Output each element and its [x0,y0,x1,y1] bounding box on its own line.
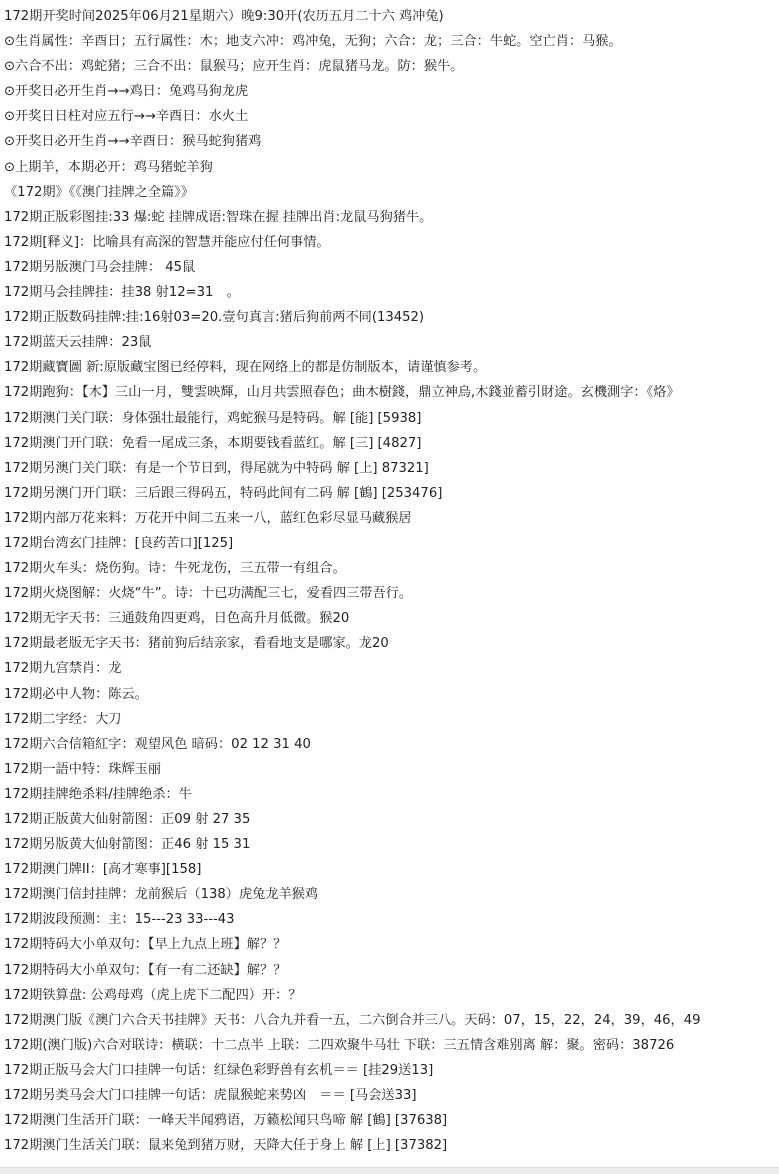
draw-time-line: 172期开奖时间2025年06月21星期六）晚9:30开(农历五月二十六 鸡冲兔) [4,9,444,24]
band-forecast-line: 172期波段预测：主：15---23 33---43 [4,912,235,928]
flower-material-line: 172期内部万花来料：万花开中间二五来一八，蓝红色彩尽显马藏猴居 [4,510,412,526]
xinyou-day-zodiac-line: ⊙开奖日必开生肖→→辛酉日：猴马蛇狗猪鸡 [4,134,262,150]
jockey-club-board-line: 172期马会挂牌挂：挂38 射12=31 。 [4,285,240,301]
treasure-map-line: 172期藏寶圖 新:原版藏宝图已经停料，现在网络上的都是仿制版本，请谨慎参考。 [4,360,487,376]
opening-couplet-line: 172期澳门开门联：免看一尾成三条，本期要钱看蓝红。解 [三] [4827] [4,435,422,451]
character-line: 172期必中人物：陈云。 [4,686,148,702]
envelope-board-line: 172期澳门信封挂牌：龙前猴后（138）虎兔龙羊猴鸡 [4,887,319,903]
mailbox-line: 172期六合信箱紅字：观望风色 暗码：02 12 31 40 [4,736,311,752]
heaven-book-line: 172期澳门版《澳门六合天书挂牌》天书：八合九并看一五，二六倒合并三八。天码：07，15，22，24，39，46，49 [4,1012,701,1028]
life-opening-couplet-line: 172期澳门生活开门联：一峰天半闻鸦语，万籁松闻只鸟啼 解 [鶴] [37638] [4,1113,448,1129]
size-parity-line-1: 172期特码大小单双句：【早上九点上班】解？？ [4,937,287,953]
interpretation-line: 172期[释义]：比喻具有高深的智慧并能应付任何事情。 [4,234,330,250]
running-dog-line: 172期跑狗：【木】三山一月，雙雲映輝，山月共雲照春色；曲木樹錢，鼎立神烏,木錢並蓄引財途。玄機測字：《烙》 [4,385,680,401]
oldest-wordless-book-line: 172期最老版无字天书：猪前狗后结亲家，看看地支是哪家。龙20 [4,636,389,652]
board-kill-line: 172期挂牌绝杀料/挂牌绝杀：牛 [4,786,192,802]
six-harmony-line: ⊙六合不出：鸡蛇猪；三合不出：鼠猴马；应开生肖：虎鼠猪马龙。防：猴牛。 [4,59,464,75]
archery-picture-line: 172期正版黄大仙射箭图：正09 射 27 35 [4,812,251,827]
alt-archery-picture-line: 172期另版黄大仙射箭图：正46 射 15 31 [4,837,251,853]
draw-day-zodiac-line: ⊙开奖日必开生肖→→鸡日：兔鸡马狗龙虎 [4,84,249,100]
bottom-divider [0,1167,779,1174]
one-phrase-line: 172期一語中特：珠辉玉丽 [4,761,162,777]
macau-board-ii-line: 172期澳门牌II：[高才寒事][158] [4,862,202,878]
alt-gate-board-line: 172期另类马会大门口挂牌一句话：虎鼠猴蛇来势凶 ＝＝ [马会送33] [4,1088,417,1104]
article-text [4,4,779,1158]
nine-palace-line: 172期九宫禁肖：龙 [4,661,122,677]
size-parity-line-2: 172期特码大小单双句：【有一有二还缺】解？？ [4,962,287,978]
section-title: 《172期》《《澳门挂牌之全篇》》 [4,184,194,200]
wordless-book-line: 172期无字天书：三通鼓角四更鸡，日色高升月低微。猴20 [4,611,350,627]
alt-opening-couplet-line: 172期另澳门开门联：三后跟三得码五，特码此间有二码 解 [鶴] [253476] [4,485,443,501]
locomotive-line: 172期火车头：烧伤狗。诗：牛死龙伤，三五带一有组合。 [4,561,346,577]
taiwan-board-line: 172期台湾玄门挂牌：[良药苦口][125] [4,535,234,551]
gate-board-line: 172期正版马会大门口挂牌一句话：红绿色彩野兽有玄机＝＝ [挂29送13] [4,1062,434,1078]
life-closing-couplet-line: 172期澳门生活关门联：鼠来兔到猪万财，天降大任于身上 解 [上] [37382] [4,1138,448,1154]
abacus-line: 172期铁算盘: 公鸡母鸡（虎上虎下二配四）开：？ [4,987,302,1003]
closing-couplet-line: 172期澳门关门联：身体强壮最能行，鸡蛇猴马是特码。解 [能] [5938] [4,410,422,426]
last-period-line: ⊙上期羊，本期必开：鸡马猪蛇羊狗 [4,159,213,175]
couplet-poem-line: 172期(澳门版)六合对联诗：横联：十二点半 上联：二四欢聚牛马壮 下联：三五情含难别离 解：聚。密码：38726 [4,1037,675,1053]
fire-picture-line: 172期火烧图解：火烧“牛”。诗：十已功满配三七，爱看四三带吾行。 [4,586,413,602]
digital-board-line: 172期正版数码挂牌:挂:16射03=20.壹句真言:猪后狗前两不同(13452) [4,310,425,326]
zodiac-attribute-line: ⊙生肖属性：辛酉日；五行属性：木；地支六冲：鸡冲兔，无狗；六合：龙；三合：牛蛇。空亡肖：马猴。 [4,34,622,50]
alt-closing-couplet-line: 172期另澳门关门联：有是一个节日到，得尾就为中特码 解 [上] 87321] [4,460,429,476]
alt-macau-board-line: 172期另版澳门马会挂牌： 45鼠 [4,259,196,275]
two-word-line: 172期二字经：大刀 [4,711,122,727]
official-picture-line: 172期正版彩图挂:33 爆:蛇 挂牌成语:智珠在握 挂牌出肖:龙鼠马狗猪牛。 [4,209,433,225]
blue-sky-board-line: 172期蓝天云挂牌：23鼠 [4,335,152,351]
day-pillar-elements-line: ⊙开奖日日柱对应五行→→辛酉日：水火土 [4,109,249,125]
